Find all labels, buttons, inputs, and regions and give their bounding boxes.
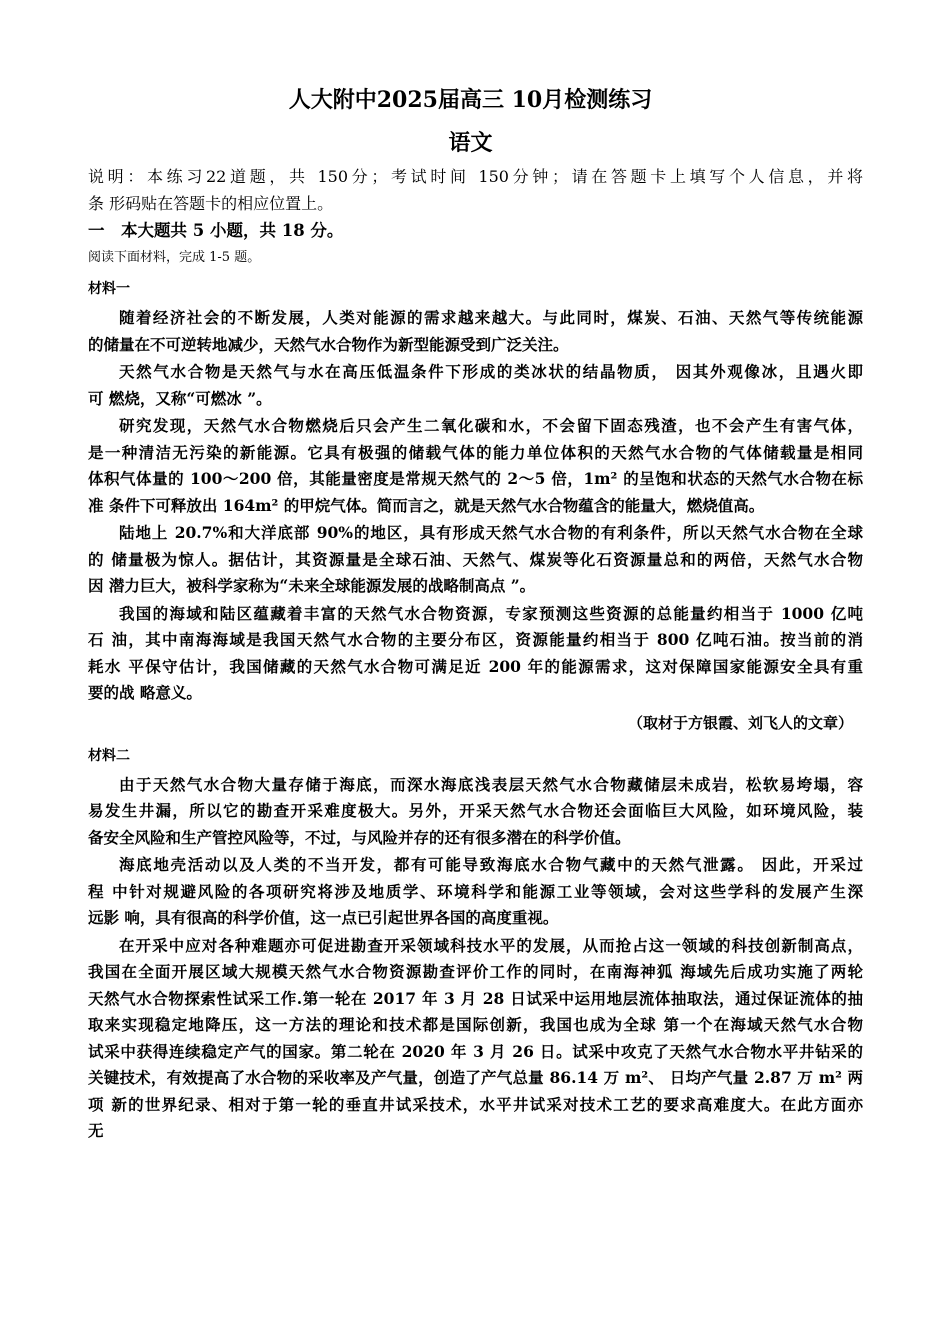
paragraph-line: 我国在全面开展区域大规模天然气水合物资源勘查评价工作的同时，在南海神狐 海域先后成功实施了两轮: [88, 962, 863, 981]
paragraph: [88, 933, 863, 1145]
material-1-citation: （取材于方银霞、刘飞人的文章）: [627, 713, 853, 732]
paragraph-line: 研究发现，天然气水合物燃烧后只会产生二氧化碳和水，不会留下固态残渣，也不会产生有害气体，: [119, 416, 863, 435]
paragraph-line: 要的战 略意义。: [88, 683, 202, 702]
paragraph-line: 随着经济社会的不断发展，人类对能源的需求越来越大。与此同时，煤炭、石油、天然气等传统能源: [119, 308, 863, 327]
paragraph-line: 试采中获得连续稳定产气的国家。第二轮在 2020 年 3 月 26 日。试采中攻克了天然气水合物水平井钻采的: [88, 1041, 863, 1061]
paragraph-line: 海底地壳活动以及人类的不当开发，都有可能导致海底水合物气藏中的天然气泄露。 因此，开采过: [119, 855, 863, 874]
paragraph-line: 的 储量极为惊人。据估计，其资源量是全球石油、天然气、煤炭等化石资源量总和的两倍，天然气水合物: [88, 549, 863, 569]
paragraph-line: 远影 响，具有很高的科学价值，这一点已引起世界各国的高度重视。: [88, 908, 559, 927]
paragraph: [88, 520, 863, 600]
section-heading: 一 本大题共 5 小题，共 18 分。: [88, 221, 344, 240]
subject-title: 语文: [448, 130, 493, 156]
exam-instructions: [88, 164, 863, 217]
paragraph-line: 陆地上 20.7%和大洋底部 90%的地区，具有形成天然气水合物的有利条件，所以天然气水合物在全球: [119, 523, 863, 542]
paragraph-line: 天然气水合物是天然气与水在高压低温条件下形成的类冰状的结晶物质， 因其外观像冰，且遇火即: [119, 362, 863, 381]
paragraph: [88, 772, 863, 852]
paragraph-line: 因 潜力巨大，被科学家称为“未来全球能源发展的战略制高点 ”。: [88, 576, 536, 595]
paragraph-line: 程 中针对规避风险的各项研究将涉及地质学、环境科学和能源工业等领域，会对这些学科的发展产生深: [88, 881, 863, 901]
paragraph: [88, 852, 863, 932]
paragraph-line: 天然气水合物探索性试采工作.第一轮在 2017 年 3 月 28 日试采中运用地层流体抽取法，通过保证流体的抽: [88, 988, 863, 1008]
material-1-body: [88, 305, 863, 707]
paragraph-line: 由于天然气水合物大量存储于海底，而深水海底浅表层天然气水合物藏储层未成岩，松软易垮塌，容: [119, 774, 863, 794]
material-2-label: 材料二: [88, 747, 130, 764]
paragraph-line: 我国的海域和陆区蕴藏着丰富的天然气水合物资源，专家预测这些资源的总能量约相当于 1000 亿吨: [119, 603, 863, 623]
paragraph-line: 项 新的世界纪录、相对于第一轮的垂直井试采技术，水平井试采对技术工艺的要求高难度大。在此方面亦: [88, 1094, 863, 1114]
paragraph-line: 准 条件下可释放出 164m² 的甲烷气体。简而言之，就是天然气水合物蕴含的能量大，燃烧值高。: [88, 495, 765, 515]
paragraph-line: 可 燃烧，又称“可燃冰 ”。: [88, 388, 272, 408]
paragraph-line: 是一种清洁无污染的新能源。它具有极强的储载气体的能力单位体积的天然气水合物的气体储载量是相同: [88, 442, 863, 462]
document-page: [88, 84, 863, 1146]
paragraph-line: 关键技术，有效提高了水合物的采收率及产气量，创造了产气总量 86.14 万 m²、 日均产气量 2.87 万 m² 两: [88, 1068, 863, 1087]
paragraph-line: 石 油，其中南海海域是我国天然气水合物的主要分布区，资源能量约相当于 800 亿吨石油。按当前的消: [88, 630, 863, 649]
document-title: 人大附中2025届高三 10月检测练习: [288, 87, 653, 113]
paragraph-line: 在开采中应对各种难题亦可促进勘查开采领域科技水平的发展，从而抢占这一领域的科技创新制高点，: [119, 935, 863, 955]
material-2-body: [88, 772, 863, 1145]
paragraph-line: 无: [88, 1121, 104, 1140]
paragraph-line: 耗水 平保守估计，我国储藏的天然气水合物可满足近 200 年的能源需求，这对保障国家能源安全具有重: [88, 656, 863, 676]
paragraph: [88, 601, 863, 707]
paragraph-line: 的储量在不可逆转地减少，天然气水合物作为新型能源受到广泛关注。: [88, 334, 569, 354]
paragraph: [88, 413, 863, 519]
paragraph: [88, 359, 863, 412]
reading-instruction: 阅读下面材料，完成 1-5 题。: [88, 250, 261, 265]
material-1-label: 材料一: [88, 281, 130, 297]
instruction-line: 说明：本练习22道题，共 150分；考试时间 150分钟；请在答题卡上填写个人信息，并将: [88, 167, 863, 186]
paragraph-line: 易发生井漏，所以它的勘查开采难度极大。另外，开采天然气水合物还会面临巨大风险，如环境风险，装: [88, 801, 863, 820]
instruction-line: 条 形码贴在答题卡的相应位置上。: [88, 193, 334, 213]
paragraph-line: 取来实现稳定地降压，这一方法的理论和技术都是国际创新，我国也成为全球 第一个在海域天然气水合物: [88, 1015, 863, 1034]
paragraph-line: 备安全风险和生产管控风险等，不过，与风险并存的还有很多潜在的科学价值。: [88, 827, 631, 847]
paragraph: [88, 305, 863, 358]
paragraph-line: 体积气体量的 100～200 倍，其能量密度是常规天然气的 2～5 倍，1m² 的呈饱和状态的天然气水合物在标: [88, 469, 863, 488]
